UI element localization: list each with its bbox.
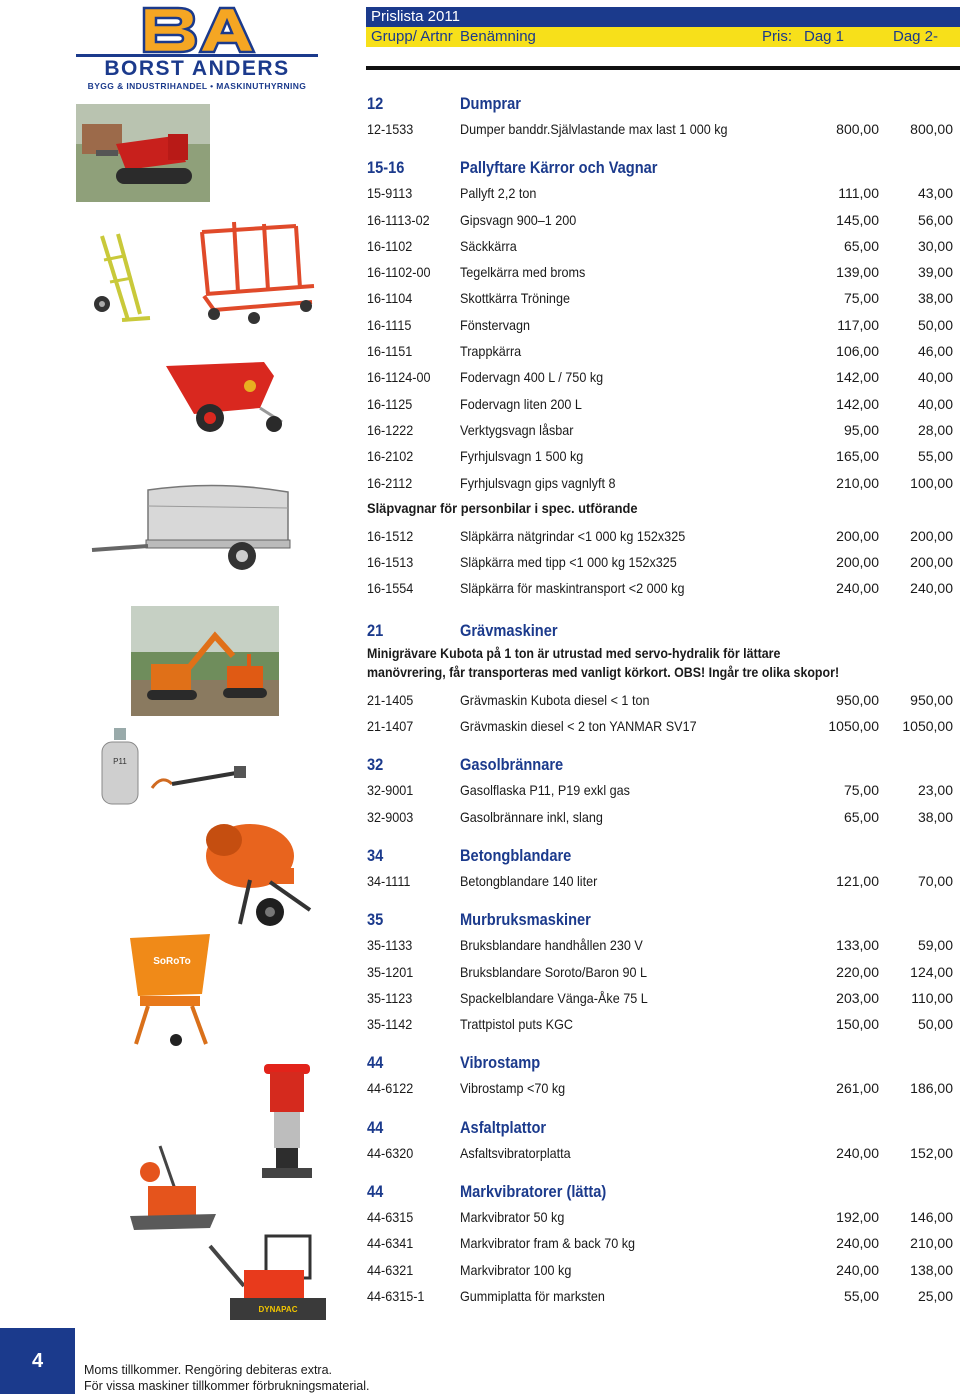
item-name: Pallyft 2,2 ton: [460, 185, 537, 202]
price-row: [367, 1231, 955, 1257]
page-number-box: [0, 1328, 75, 1394]
article-number: 16-2112: [367, 474, 413, 491]
col-name-header: Benämning: [460, 28, 536, 45]
plate-brand-label: DYNAPAC: [258, 1305, 298, 1314]
price-row: [367, 960, 955, 986]
price-day2: 152,00: [910, 1144, 953, 1161]
section-header: [367, 90, 955, 117]
price-day1: 139,00: [836, 264, 879, 281]
price-day1: 142,00: [836, 395, 879, 412]
price-day1: 203,00: [836, 989, 879, 1006]
section-title: Asfaltplattor: [460, 1117, 547, 1137]
price-day2: 110,00: [911, 989, 953, 1006]
article-number: 44-6320: [367, 1144, 414, 1161]
price-day2: 50,00: [917, 316, 953, 333]
price-list-title: Prislista 2011: [371, 8, 460, 25]
price-day1: 200,00: [836, 527, 879, 544]
section-title: Pallyftare Kärror och Vagnar: [460, 158, 658, 178]
mortar-mixer-picture: [126, 930, 216, 1048]
section-number: 44: [367, 1182, 384, 1202]
price-row: [367, 471, 955, 497]
price-day1: 200,00: [836, 554, 879, 571]
price-day2: 210,00: [910, 1235, 953, 1252]
price-day1: 240,00: [836, 580, 879, 597]
price-day1: 55,00: [843, 1287, 879, 1304]
price-day1: 240,00: [836, 1144, 879, 1161]
price-row: [367, 117, 955, 143]
price-list-title-bar: [366, 7, 960, 27]
price-day1: 117,00: [837, 316, 879, 333]
item-name: Fyrhjulsvagn gips vagnlyft 8: [460, 474, 616, 491]
section-title: Betongblandare: [460, 845, 572, 865]
item-name: Gummiplatta för marksten: [460, 1287, 605, 1304]
concrete-mixer-picture: [200, 820, 320, 932]
price-day1: 142,00: [836, 369, 879, 386]
article-number: 35-1201: [367, 963, 414, 980]
price-row: [367, 778, 955, 804]
article-number: 44-6321: [367, 1261, 414, 1278]
price-day2: 30,00: [917, 237, 953, 254]
section-title: Markvibratorer (lätta): [460, 1182, 607, 1202]
article-number: 16-1151: [367, 343, 413, 360]
price-day1: 65,00: [843, 808, 879, 825]
price-day1: 240,00: [836, 1261, 879, 1278]
covered-trailer-picture: [88, 484, 294, 574]
price-list: [367, 90, 955, 1310]
article-number: 35-1123: [367, 989, 413, 1006]
article-number: 21-1407: [367, 718, 414, 735]
price-row: [367, 1258, 955, 1284]
section-header: [367, 617, 955, 644]
price-day1: 95,00: [843, 421, 879, 438]
price-row: [367, 260, 955, 286]
item-name: Gipsvagn 900–1 200: [460, 211, 577, 228]
price-day1: 106,00: [836, 343, 879, 360]
price-day2: 1050,00: [902, 718, 953, 735]
price-row: [367, 986, 955, 1012]
price-row: [367, 286, 955, 312]
col-price-header: Pris:: [762, 28, 792, 45]
price-row: [367, 869, 955, 895]
item-name: Spackelblandare Vänga-Åke 75 L: [460, 989, 648, 1006]
article-number: 15-9113: [367, 185, 413, 202]
reversible-plate-compactor-picture: [204, 1226, 330, 1326]
col-day2-header: Dag 2-: [893, 28, 939, 45]
price-row: [367, 365, 955, 391]
col-group-header: Grupp/ Artnr: [371, 28, 453, 45]
price-day1: 111,00: [838, 185, 879, 202]
price-row: [367, 208, 955, 234]
price-day2: 43,00: [917, 185, 953, 202]
price-day2: 200,00: [910, 527, 953, 544]
article-number: 16-1222: [367, 421, 414, 438]
section-number: 35: [367, 910, 384, 930]
price-row: [367, 550, 955, 576]
price-day1: 261,00: [836, 1080, 879, 1097]
article-number: 32-9001: [367, 782, 414, 799]
price-day2: 240,00: [910, 580, 953, 597]
footer-notes: [84, 1362, 370, 1394]
excavator-note: [367, 644, 919, 682]
feeding-cart-picture: [164, 360, 286, 438]
item-name: Fönstervagn: [460, 316, 531, 333]
price-row: [367, 524, 955, 550]
item-name: Vibrostamp <70 kg: [460, 1080, 566, 1097]
article-number: 16-1124-00: [367, 369, 431, 386]
price-day2: 23,00: [917, 782, 953, 799]
price-day2: 138,00: [910, 1261, 953, 1278]
price-day1: 800,00: [836, 121, 879, 137]
price-day2: 950,00: [910, 691, 953, 708]
price-day2: 146,00: [910, 1209, 953, 1226]
price-day2: 39,00: [917, 264, 953, 281]
excavator-note-line2: manövrering, får transporteras med vanligt körkort. OBS! Ingår tre olika skopor!: [367, 664, 840, 680]
price-day2: 40,00: [917, 369, 953, 386]
price-row: [367, 234, 955, 260]
col-day1-header: Dag 1: [804, 28, 845, 45]
price-day1: 145,00: [836, 211, 879, 228]
section-title: Murbruksmaskiner: [460, 910, 591, 930]
item-name: Säckkärra: [460, 237, 517, 254]
gas-bottle-burner-picture: [98, 728, 248, 808]
section-header: [367, 154, 955, 181]
price-day1: 133,00: [836, 937, 879, 954]
price-day1: 240,00: [836, 1235, 879, 1252]
item-name: Verktygsvagn låsbar: [460, 421, 574, 438]
section-number: 44: [367, 1053, 384, 1073]
section-title: Dumprar: [460, 94, 521, 113]
price-row: [367, 1141, 955, 1167]
price-day1: 75,00: [843, 290, 879, 307]
section-number: 34: [367, 845, 384, 865]
ba-logo-mark: [138, 4, 258, 56]
article-number: 44-6341: [367, 1235, 414, 1252]
item-name: Asfaltsvibratorplatta: [460, 1144, 571, 1161]
item-name: Grävmaskin Kubota diesel < 1 ton: [460, 691, 650, 708]
section-number: 12: [367, 94, 384, 113]
section-title: Grävmaskiner: [460, 620, 558, 640]
item-name: Tegelkärra med broms: [460, 264, 586, 281]
price-day2: 38,00: [917, 808, 953, 825]
section-header: [367, 1114, 955, 1141]
article-number: 35-1133: [367, 937, 413, 954]
section-header: [367, 1178, 955, 1205]
section-title: Vibrostamp: [460, 1053, 541, 1073]
page-number: 4: [31, 1350, 44, 1372]
price-row: [367, 418, 955, 444]
article-number: 44-6122: [367, 1080, 414, 1097]
article-number: 16-1512: [367, 527, 414, 544]
price-day1: 192,00: [836, 1209, 879, 1226]
price-row: [367, 576, 955, 602]
price-row: [367, 1012, 955, 1038]
item-name: Grävmaskin diesel < 2 ton YANMAR SV17: [460, 718, 697, 735]
item-name: Fodervagn 400 L / 750 kg: [460, 369, 604, 386]
price-day1: 220,00: [836, 963, 879, 980]
price-day1: 75,00: [843, 782, 879, 799]
price-row: [367, 1284, 955, 1310]
item-name: Gasolflaska P11, P19 exkl gas: [460, 782, 630, 799]
section-title: Gasolbrännare: [460, 755, 564, 775]
article-number: 34-1111: [367, 872, 411, 889]
sack-truck-picture: [88, 230, 154, 330]
price-day2: 46,00: [917, 343, 953, 360]
item-name: Släpkärra med tipp <1 000 kg 152x325: [460, 554, 677, 571]
price-day2: 186,00: [910, 1080, 953, 1097]
item-name: Släpkärra nätgrindar <1 000 kg 152x325: [460, 527, 686, 544]
item-name: Markvibrator 100 kg: [460, 1261, 572, 1278]
item-name: Dumper banddr.Självlastande max last 1 000 kg: [460, 121, 728, 137]
window-cart-picture: [194, 214, 320, 328]
logo-tagline: BYGG & INDUSTRIHANDEL • MASKINUTHYRNING: [87, 81, 307, 91]
price-day2: 800,00: [910, 121, 953, 137]
price-row: [367, 444, 955, 470]
item-name: Bruksblandare handhållen 230 V: [460, 937, 643, 954]
price-day2: 50,00: [917, 1016, 953, 1033]
price-row: [367, 339, 955, 365]
price-row: [367, 313, 955, 339]
price-day2: 40,00: [917, 395, 953, 412]
article-number: 32-9003: [367, 808, 414, 825]
article-number: 21-1405: [367, 691, 414, 708]
article-number: 44-6315: [367, 1209, 414, 1226]
item-name: Fodervagn liten 200 L: [460, 395, 582, 412]
item-name: Gasolbrännare inkl, slang: [460, 808, 603, 825]
price-day1: 65,00: [843, 237, 879, 254]
article-number: 16-1513: [367, 554, 414, 571]
section-header: [367, 906, 955, 933]
section-number: 32: [367, 755, 384, 775]
section-header: [367, 1049, 955, 1076]
price-day2: 55,00: [917, 448, 953, 465]
article-number: 16-1113-02: [367, 211, 430, 228]
price-day1: 1050,00: [828, 718, 879, 735]
price-day1: 150,00: [836, 1016, 879, 1033]
item-name: Markvibrator fram & back 70 kg: [460, 1235, 636, 1252]
header-rule: [366, 66, 960, 70]
price-row: [367, 933, 955, 959]
footer-line-1: Moms tillkommer. Rengöring debiteras extra.: [84, 1363, 333, 1377]
price-day2: 56,00: [917, 211, 953, 228]
company-logo: [76, 4, 318, 92]
section-header: [367, 751, 955, 778]
item-name: Fyrhjulsvagn 1 500 kg: [460, 448, 584, 465]
logo-company-name: BORST ANDERS: [104, 57, 290, 80]
price-row: [367, 1205, 955, 1231]
price-row: [367, 688, 955, 714]
mini-excavator-photo: [131, 606, 279, 716]
column-header-bar: [366, 27, 960, 47]
item-name: Trattpistol puts KGC: [460, 1016, 573, 1033]
trailer-subheading: Släpvagnar för personbilar i spec. utförande: [367, 499, 638, 516]
article-number: 16-1104: [367, 290, 413, 307]
item-name: Trappkärra: [460, 343, 522, 360]
article-number: 16-1115: [367, 316, 412, 333]
section-number: 15-16: [367, 158, 405, 178]
footer-line-2: För vissa maskiner tillkommer förbrukningsmaterial.: [84, 1379, 370, 1393]
article-number: 35-1142: [367, 1016, 413, 1033]
section-header: [367, 842, 955, 869]
price-day2: 124,00: [910, 963, 953, 980]
price-row: [367, 805, 955, 831]
price-row: [367, 714, 955, 740]
price-row: [367, 181, 955, 207]
price-day1: 950,00: [836, 691, 879, 708]
price-day2: 200,00: [910, 554, 953, 571]
article-number: 16-1102: [367, 237, 413, 254]
article-number: 12-1533: [367, 121, 414, 137]
price-day2: 70,00: [917, 872, 953, 889]
gas-bottle-label: P11: [113, 757, 127, 766]
price-day1: 121,00: [836, 872, 879, 889]
article-number: 16-1125: [367, 395, 413, 412]
price-day1: 210,00: [836, 474, 879, 491]
price-day1: 165,00: [836, 448, 879, 465]
article-number: 16-2102: [367, 448, 414, 465]
item-name: Bruksblandare Soroto/Baron 90 L: [460, 963, 648, 980]
item-name: Betongblandare 140 liter: [460, 872, 598, 889]
article-number: 44-6315-1: [367, 1287, 425, 1304]
excavator-note-line1: Minigrävare Kubota på 1 ton är utrustad med servo-hydralik för lättare: [367, 645, 781, 661]
vibratory-rammer-picture: [254, 1058, 320, 1184]
mixer-brand-label: SoRoTo: [153, 956, 191, 967]
price-day2: 38,00: [917, 290, 953, 307]
item-name: Markvibrator 50 kg: [460, 1209, 565, 1226]
item-name: Skottkärra Tröninge: [460, 290, 570, 307]
price-day2: 28,00: [917, 421, 953, 438]
asphalt-plate-compactor-picture: [120, 1142, 220, 1234]
dumper-photo: [76, 104, 210, 202]
article-number: 16-1554: [367, 580, 414, 597]
price-day2: 100,00: [910, 474, 953, 491]
item-name: Släpkärra för maskintransport <2 000 kg: [460, 580, 685, 597]
price-row: [367, 1076, 955, 1102]
price-day2: 25,00: [917, 1287, 953, 1304]
article-number: 16-1102-00: [367, 264, 431, 281]
price-day2: 59,00: [917, 937, 953, 954]
price-row: [367, 392, 955, 418]
section-number: 21: [367, 620, 384, 640]
section-number: 44: [367, 1117, 384, 1137]
